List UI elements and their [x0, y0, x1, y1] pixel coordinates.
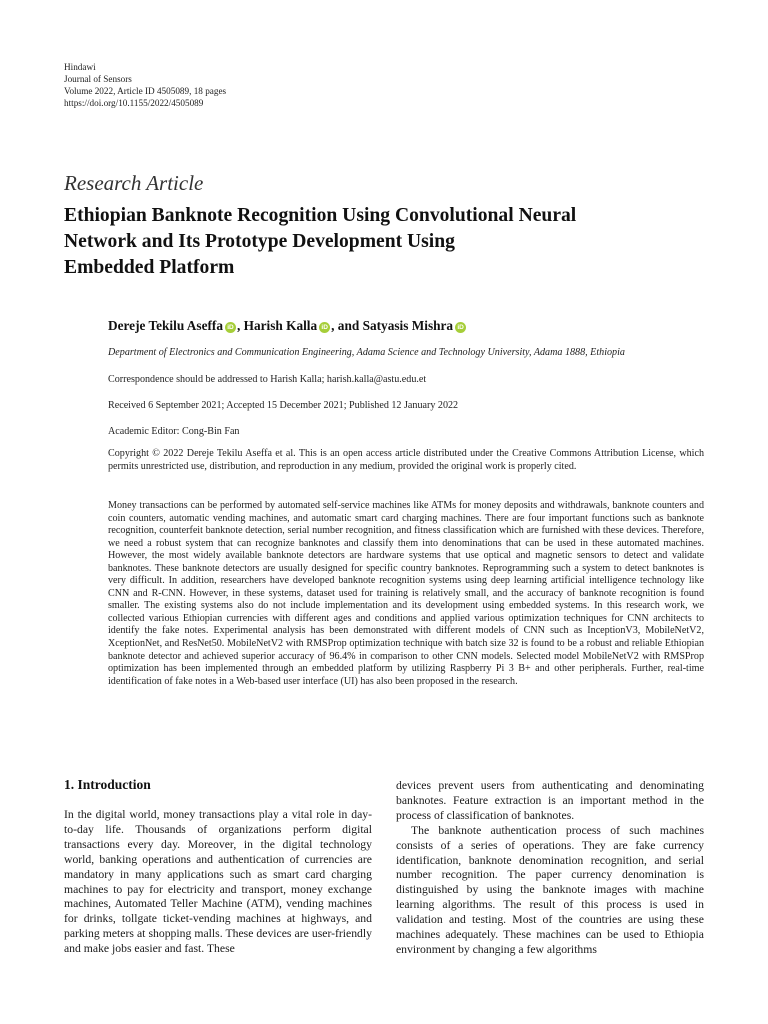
- section-heading: 1. Introduction: [64, 777, 151, 792]
- publisher-name: Hindawi: [64, 62, 96, 72]
- body-paragraph: The banknote authentication process of such machines consists of a series of operations. They are fake currency identification, banknote denomination recognition, and serial number recognition. The paper currency denomination is distinguished by using the banknote images with machine learning algorithms. The result of this process is used in validation and testing. Most of the countries are using these machines adequately. These machines can be used to Ethiopia environment by changing a few algorithms: [396, 823, 704, 956]
- orcid-icon[interactable]: iD: [455, 322, 466, 333]
- article-title: [64, 203, 704, 281]
- affiliation: Department of Electronics and Communication Engineering, Adama Science and Technology University, Adama 1888, Ethiopia: [108, 347, 625, 358]
- author-separator: , and: [331, 318, 363, 333]
- body-paragraph: In the digital world, money transactions play a vital role in day-to-day life. Thousands of organizations perform digital transactions every day. Moreover, in the digital technology world, banking operations and authentication of currencies are mandatory in many applications such as smart card charging machines to pay for electricity and transport, money exchange machines, Automated Teller Machine (ATM), vending machines for drinks, tollgate ticket-vending machines at highways, and parking meters at shopping malls. These devices are user-friendly and make jobs easier and fast. These: [64, 808, 372, 956]
- doi-link[interactable]: https://doi.org/10.1155/2022/4505089: [64, 98, 204, 108]
- journal-name: Journal of Sensors: [64, 74, 132, 84]
- copyright-notice: Copyright © 2022 Dereje Tekilu Aseffa et al. This is an open access article distributed under the Creative Commons Attribution License, which permits unrestricted use, distribution, and reproduction in any medium, provided the original work is properly cited.: [108, 448, 704, 472]
- volume-info: Volume 2022, Article ID 4505089, 18 pages: [64, 86, 227, 96]
- author-name[interactable]: Dereje Tekilu Aseffa: [108, 318, 223, 333]
- publication-dates: Received 6 September 2021; Accepted 15 December 2021; Published 12 January 2022: [108, 400, 459, 411]
- title-line: Network and Its Prototype Development Using: [64, 231, 455, 252]
- author-name[interactable]: Satyasis Mishra: [362, 318, 454, 333]
- title-line: Embedded Platform: [64, 257, 235, 278]
- author-separator: ,: [236, 318, 244, 333]
- author-list: [108, 318, 467, 334]
- title-line: Ethiopian Banknote Recognition Using Convolutional Neural: [64, 205, 577, 226]
- article-type: Research Article: [64, 171, 204, 195]
- author-name[interactable]: Harish Kalla: [243, 318, 318, 333]
- abstract: Money transactions can be performed by automated self-service machines like ATMs for money deposits and withdrawals, banknote counters and coin counters, automatic vending machines, and automatic smart card charging machines. There are four important functions such as banknote recognition, counterfeit banknote detection, serial number recognition, and fitness classification which are furnished with these devices. Therefore, we need a robust system that can recognize banknotes and classify them into denominations that can be used in these automated machines. However, the most widely available banknote detectors are hardware systems that use optical and magnetic sensors to detect and validate banknotes. These banknote detectors are usually designed for specific country banknotes. Reprogramming such a system to detect banknotes is very difficult. In addition, researchers have developed banknote recognition systems using deep learning artificial intelligence technology like CNN and R-CNN. However, in these systems, dataset used for training is relatively small, and the accuracy of banknote recognition is found smaller. The existing systems also do not include implementation and its development using embedded systems. In this research work, we collected various Ethiopian currencies with different ages and conditions and applied various optimization techniques for CNN architects to identify the fake notes. Experimental analysis has been demonstrated with different models of CNN such as InceptionV3, MobileNetV2, XceptionNet, and ResNet50. MobileNetV2 with RMSProp optimization technique with batch size 32 is found to be a robust and reliable Ethiopian banknote detector and achieved superior accuracy of 96.4% in comparison to other CNN models. Selected model MobileNetV2 with RMSProp optimization has been implemented through an embedded platform by utilizing Raspberry Pi 3 B+ and other peripherals. Further, real-time identification of fake notes in a Web-based user interface (UI) has also been proposed in the research.: [108, 500, 704, 687]
- journal-header: [64, 61, 226, 109]
- orcid-icon[interactable]: iD: [225, 322, 236, 333]
- academic-editor: Academic Editor: Cong-Bin Fan: [108, 426, 240, 437]
- correspondence: Correspondence should be addressed to Harish Kalla; harish.kalla@astu.edu.et: [108, 374, 427, 385]
- orcid-icon[interactable]: iD: [319, 322, 330, 333]
- body-column-right: [396, 779, 704, 958]
- body-paragraph: devices prevent users from authenticating and denominating banknotes. Feature extraction is an important method in the process of classification of banknotes.: [396, 779, 704, 822]
- body-column-left: [64, 808, 372, 957]
